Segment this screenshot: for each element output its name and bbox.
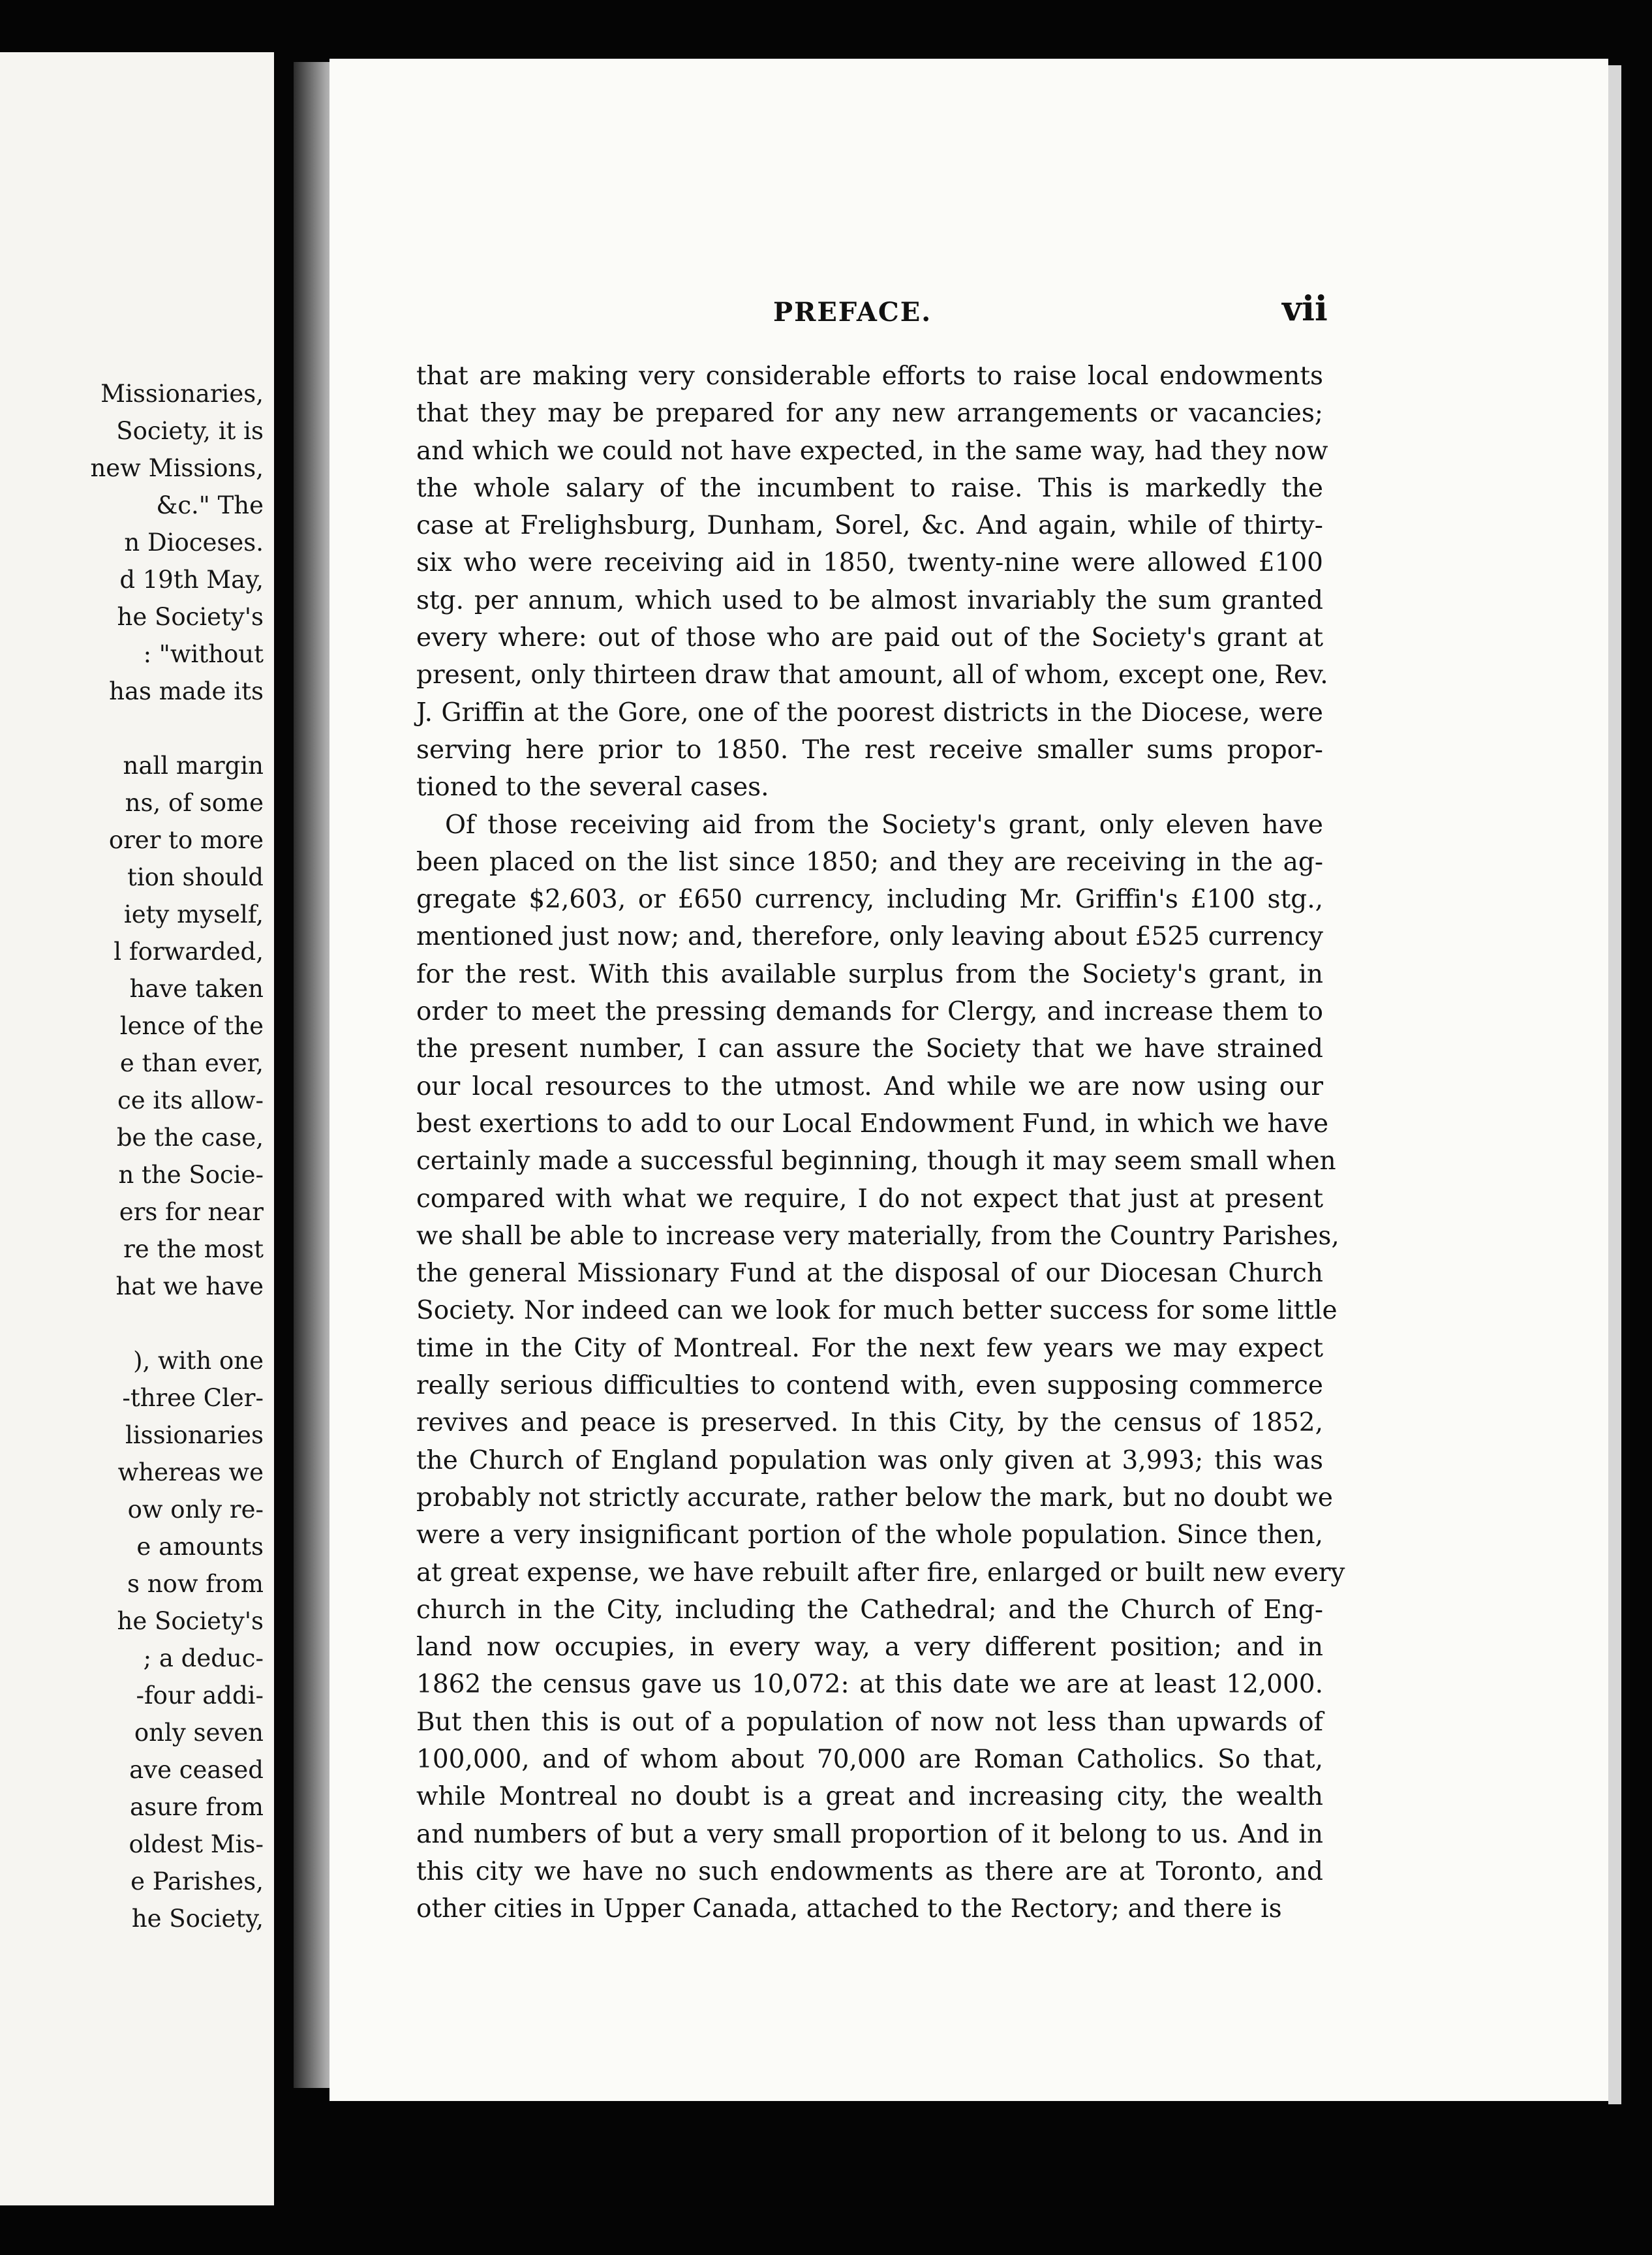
left-page-line: e amounts: [136, 1533, 264, 1561]
body-line: at great expense, we have rebuilt after fire, enlarged or built new every: [416, 1557, 1345, 1588]
body-line: the general Missionary Fund at the disposal of our Diocesan Church: [416, 1259, 1323, 1289]
left-page-line: ), with one: [133, 1347, 264, 1375]
body-line: every where: out of those who are paid out of the Society's grant at: [416, 623, 1323, 653]
left-page-line: n the Socie-: [118, 1161, 264, 1189]
body-line: this city we have no such endowments as there are at Toronto, and: [416, 1856, 1323, 1886]
body-line: Of those receiving aid from the Society's grant, only eleven have: [445, 810, 1323, 840]
body-line: the Church of England population was only given at 3,993; this was: [416, 1445, 1323, 1475]
left-page-line: : "without: [143, 640, 264, 668]
left-page-line: he Society's: [117, 603, 264, 631]
page-edge: [1608, 65, 1621, 2104]
body-line: church in the City, including the Cathedral; and the Church of Eng-: [416, 1595, 1323, 1625]
left-page-line: nall margin: [123, 752, 264, 780]
left-page-line: tion should: [127, 863, 264, 891]
left-page-line: Missionaries,: [100, 380, 264, 408]
body-line: Society. Nor indeed can we look for much better success for some little: [416, 1296, 1338, 1326]
body-line: certainly made a successful beginning, though it may seem small when: [416, 1146, 1336, 1176]
left-page-line: e than ever,: [119, 1049, 264, 1077]
body-line: land now occupies, in every way, a very different position; and in: [416, 1633, 1323, 1663]
left-page-line: l forwarded,: [114, 938, 264, 966]
body-line: 1862 the census gave us 10,072: at this date we are at least 12,000.: [416, 1670, 1323, 1700]
body-line: mentioned just now; and, therefore, only leaving about £525 currency: [416, 922, 1323, 952]
body-line: revives and peace is preserved. In this City, by the census of 1852,: [416, 1408, 1323, 1438]
body-line: 100,000, and of whom about 70,000 are Roman Catholics. So that,: [416, 1744, 1323, 1774]
body-line: time in the City of Montreal. For the next few years we may expect: [416, 1333, 1323, 1363]
left-page-line: ers for near: [119, 1198, 264, 1226]
body-line: case at Frelighsburg, Dunham, Sorel, &c. And again, while of thirty-: [416, 511, 1323, 541]
body-line: J. Griffin at the Gore, one of the poorest districts in the Diocese, were: [416, 698, 1323, 728]
left-page-line: oldest Mis-: [129, 1830, 264, 1858]
left-page-line: he Society's: [117, 1607, 264, 1635]
body-line: best exertions to add to our Local Endowment Fund, in which we have: [416, 1109, 1329, 1139]
body-line: and numbers of but a very small proportion of it belong to us. And in: [416, 1819, 1323, 1849]
body-line: while Montreal no doubt is a great and increasing city, the wealth: [416, 1782, 1323, 1812]
left-page-line: e Parishes,: [130, 1867, 264, 1895]
left-page-line: iety myself,: [123, 900, 264, 928]
left-page-line: ns, of some: [125, 789, 264, 817]
body-line: we shall be able to increase very materially, from the Country Parishes,: [416, 1221, 1339, 1251]
left-page: [0, 52, 274, 2205]
body-line: tioned to the several cases.: [416, 773, 769, 803]
body-line: other cities in Upper Canada, attached to the Rectory; and there is: [416, 1894, 1282, 1924]
left-page-line: has made its: [109, 677, 264, 705]
left-page-line: be the case,: [116, 1124, 264, 1152]
body-line: our local resources to the utmost. And while we are now using our: [416, 1071, 1323, 1101]
body-line: serving here prior to 1850. The rest receive smaller sums propor-: [416, 735, 1323, 765]
body-line: six who were receiving aid in 1850, twenty-nine were allowed £100: [416, 548, 1323, 578]
left-page-line: asure from: [130, 1793, 264, 1821]
left-page-line: he Society,: [131, 1905, 264, 1933]
body-line: order to meet the pressing demands for Clergy, and increase them to: [416, 997, 1323, 1027]
body-line: But then this is out of a population of now not less than upwards of: [416, 1707, 1323, 1737]
left-page-line: re the most: [123, 1235, 264, 1263]
left-page-line: whereas we: [117, 1458, 264, 1486]
left-page-line: d 19th May,: [119, 566, 264, 594]
body-line: that they may be prepared for any new arrangements or vacancies;: [416, 399, 1323, 429]
page-number: vii: [1282, 289, 1328, 329]
body-line: been placed on the list since 1850; and they are receiving in the ag-: [416, 847, 1323, 877]
body-line: really serious difficulties to contend with, even supposing commerce: [416, 1371, 1323, 1401]
left-page-line: ave ceased: [129, 1756, 264, 1784]
left-page-line: new Missions,: [90, 454, 264, 482]
body-line: the whole salary of the incumbent to raise. This is markedly the: [416, 473, 1323, 503]
body-text: [416, 358, 1345, 1927]
body-line: that are making very considerable efforts to raise local endowments: [416, 361, 1323, 391]
left-page-line: ; a deduc-: [143, 1644, 264, 1672]
body-line: and which we could not have expected, in the same way, had they now: [416, 436, 1328, 466]
left-page-line: lissionaries: [125, 1421, 264, 1449]
left-page-line: n Dioceses.: [124, 529, 264, 557]
left-page-line: -three Cler-: [122, 1384, 264, 1412]
left-page-line: Society, it is: [116, 417, 264, 445]
left-page-line: ow only re-: [127, 1496, 264, 1524]
body-line: were a very insignificant portion of the whole population. Since then,: [416, 1520, 1323, 1550]
body-line: for the rest. With this available surplus from the Society's grant, in: [416, 959, 1323, 989]
left-page-line: orer to more: [108, 826, 264, 854]
left-page-line: lence of the: [119, 1012, 264, 1040]
left-page-line: only seven: [134, 1719, 264, 1747]
body-line: stg. per annum, which used to be almost invariably the sum granted: [416, 585, 1323, 615]
body-line: the present number, I can assure the Society that we have strained: [416, 1034, 1323, 1064]
left-page-line: ce its allow-: [117, 1086, 264, 1114]
running-head: PREFACE.: [773, 297, 932, 328]
body-line: compared with what we require, I do not expect that just at present: [416, 1184, 1323, 1214]
left-page-line: -four addi-: [136, 1681, 264, 1710]
left-page-line: s now from: [127, 1570, 264, 1598]
left-page-line: hat we have: [115, 1272, 264, 1300]
body-line: present, only thirteen draw that amount, all of whom, except one, Rev.: [416, 660, 1328, 690]
body-line: gregate $2,603, or £650 currency, including Mr. Griffin's £100 stg.,: [416, 885, 1323, 915]
left-page-line: have taken: [129, 975, 264, 1003]
left-page-line: &c." The: [156, 491, 264, 519]
body-line: probably not strictly accurate, rather below the mark, but no doubt we: [416, 1482, 1333, 1512]
